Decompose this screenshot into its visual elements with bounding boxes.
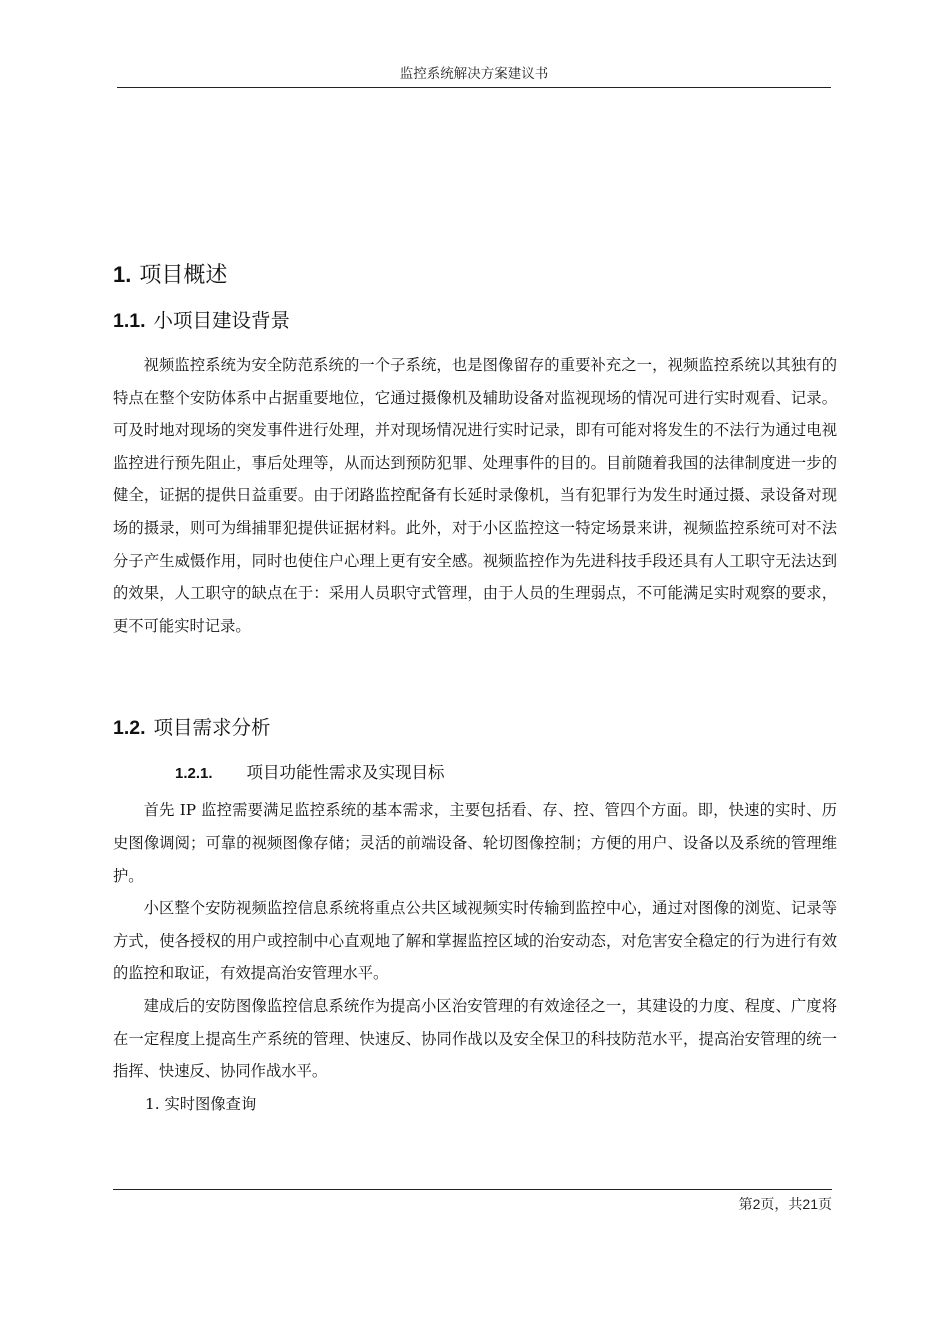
document-title: 监控系统解决方案建议书: [399, 66, 549, 82]
requirements-paragraph: 建成后的安防图像监控信息系统作为提高小区治安管理的有效途径之一，其建设的力度、程度、广度将在一定程度上提高生产系统的管理、快速反、协同作战以及安全保卫的科技防范水平，提高治安管理的统一指挥、快速反、协同作战水平。: [113, 996, 837, 1081]
section-heading-1-2: [113, 710, 837, 746]
list-item: 1. 实时图像查询: [145, 1094, 257, 1113]
requirements-paragraph: 首先 IP 监控需要满足监控系统的基本需求，主要包括看、存、控、管四个方面。即，快速的实时、历史图像调阅；可靠的视频图像存储；灵活的前端设备、轮切图像控制；方便的用户、设备以及系统的管理维护。: [113, 801, 837, 885]
section-title: 小项目建设背景: [153, 309, 291, 332]
document-body: [113, 255, 837, 1120]
page-footer: [113, 1189, 832, 1214]
page-header: [117, 63, 831, 88]
section-number: 1.2.1.: [175, 765, 213, 783]
section-heading-1-1: [113, 303, 837, 339]
section-heading-1-2-1: [113, 756, 837, 790]
requirements-paragraph: 小区整个安防视频监控信息系统将重点公共区域视频实时传输到监控中心，通过对图像的浏览、记录等方式，使各授权的用户或控制中心直观地了解和掌握监控区域的治安动态，对危害安全稳定的行为进行有效的监控和取证，有效提高治安管理水平。: [113, 899, 837, 983]
page-number-prefix: 第: [738, 1197, 753, 1213]
section-title: 项目需求分析: [153, 716, 271, 740]
section-heading-1: [113, 255, 837, 295]
background-paragraph: 视频监控系统为安全防范系统的一个子系统，也是图像留存的重要补充之一，视频监控系统以其独有的特点在整个安防体系中占据重要地位，它通过摄像机及辅助设备对监视现场的情况可进行实时观看、记录。可及时地对现场的突发事件进行处理，并对现场情况进行实时记录，即有可能对将发生的不法行为通过电视监控进行预先阻止，事后处理等，从而达到预防犯罪、处理事件的目的。目前随着我国的法律制度进一步的健全，证据的提供日益重要。由于闭路监控配备有长延时录像机，当有犯罪行为发生时通过摄、录设备对现场的摄录，则可为缉捕罪犯提供证据材料。此外，对于小区监控这一特定场景来讲，视频监控系统可对不法分子产生威慑作用，同时也使住户心理上更有安全感。视频监控作为先进科技手段还具有人工职守无法达到的效果，人工职守的缺点在于：采用人员职守式管理，由于人员的生理弱点，不可能满足实时观察的要求，更不可能实时记录。: [113, 356, 837, 635]
section-title: 项目功能性需求及实现目标: [246, 763, 445, 783]
section-title: 项目概述: [139, 263, 228, 288]
section-number: 1.1.: [113, 310, 146, 332]
page-number: 2: [752, 1196, 761, 1212]
page-total: 21: [802, 1196, 818, 1212]
section-number: 1.2.: [113, 717, 146, 740]
page-number-suffix: 页: [818, 1197, 832, 1213]
page-number-middle: 页，共: [760, 1197, 803, 1213]
section-number: 1.: [113, 262, 132, 287]
